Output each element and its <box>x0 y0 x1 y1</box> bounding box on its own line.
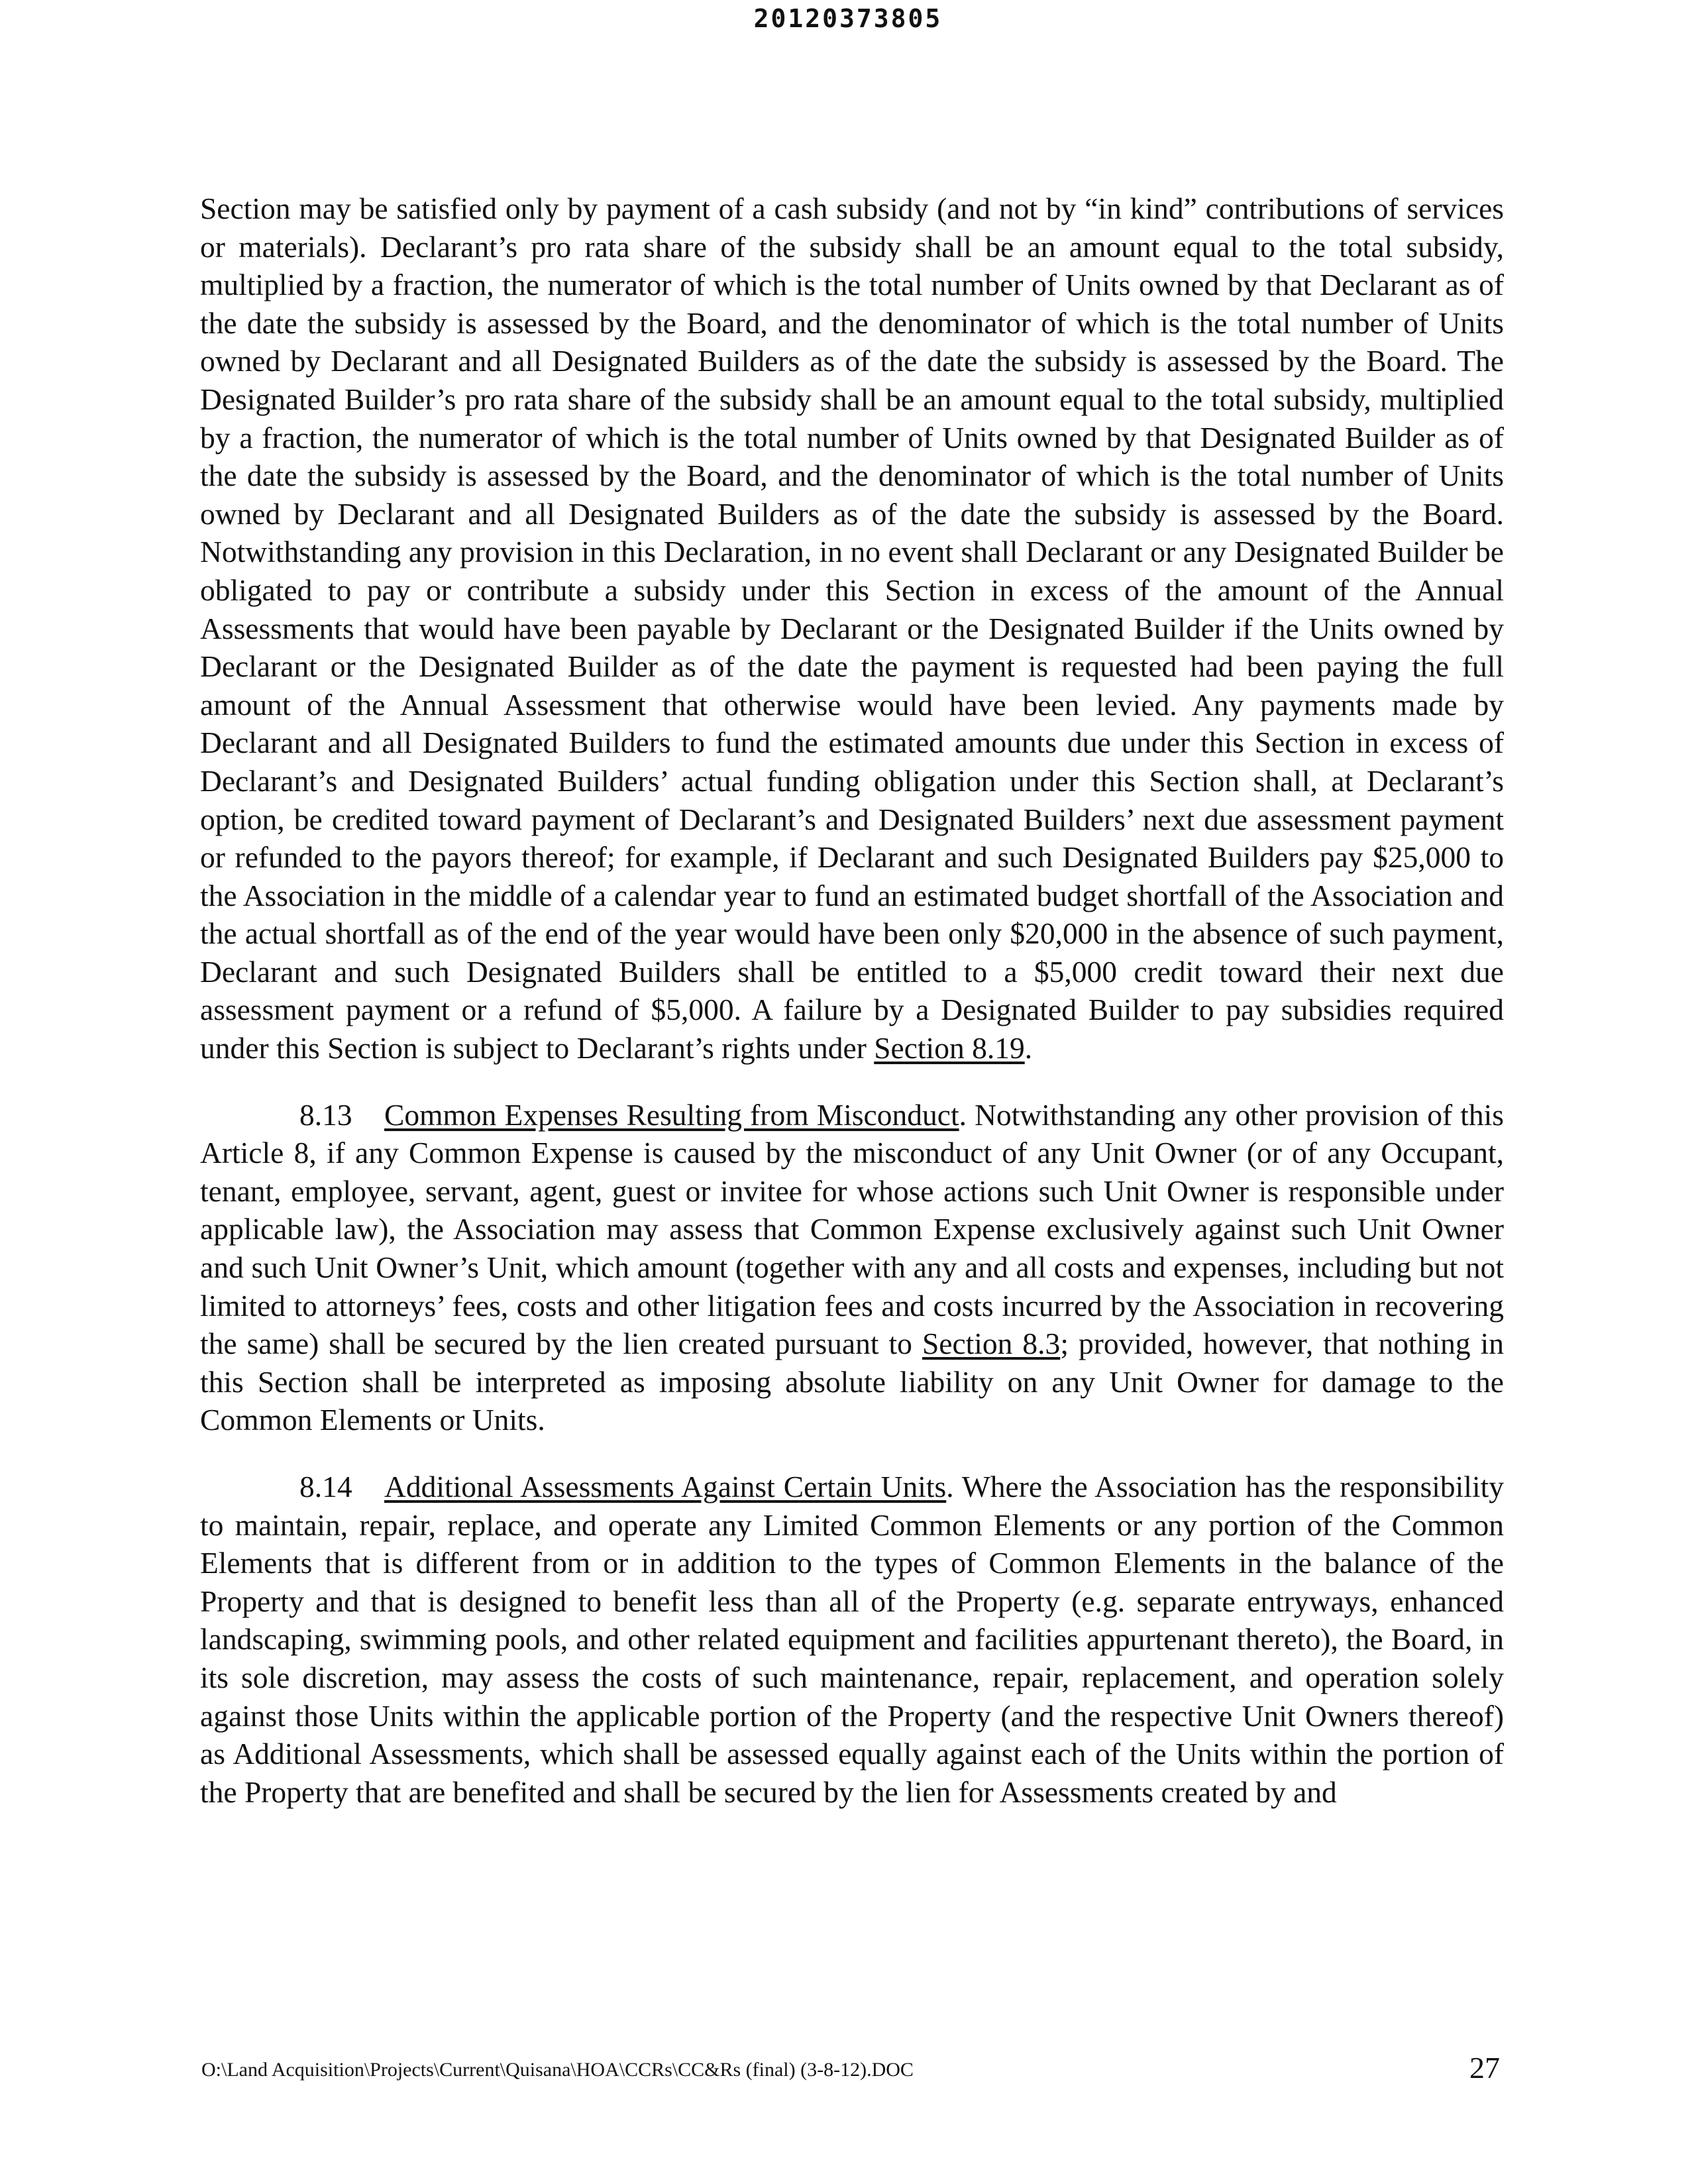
section-number: 8.14 <box>299 1470 352 1503</box>
section-reference-8-3: Section 8.3 <box>922 1327 1061 1361</box>
section-title: Common Expenses Resulting from Misconduct <box>384 1097 959 1132</box>
section-title: Additional Assessments Against Certain Units <box>384 1470 947 1503</box>
document-body <box>200 190 1504 1811</box>
document-number: 20120373805 <box>753 4 943 33</box>
paragraph-subsidy-continuation <box>200 190 1504 1067</box>
section-reference-8-19: Section 8.19 <box>874 1031 1025 1065</box>
section-text: . Notwithstanding any other provision of this Article 8, if any Common Expense is caused by the misconduct of any Unit Owner (or of any Occupant, tenant, employee, servant, agent, guest or invitee for whose actions such Unit Owner is responsible under applicable law), the Association may assess that Common Expense exclusively against such Unit Owner and such Unit Owner’s Unit, which amount (together with any and all costs and expenses, including but not limited to attorneys’ fees, costs and other litigation fees and costs incurred by the Association in recovering the same) shall be secured by the lien created pursuant to <box>200 1097 1504 1361</box>
section-8-14 <box>200 1468 1504 1811</box>
footer-file-path: O:\Land Acquisition\Projects\Current\Quisana\HOA\CCRs\CC&Rs (final) (3-8-12).DOC <box>201 2059 914 2081</box>
section-text: . Where the Association has the responsibility to maintain, repair, replace, and operate any Limited Common Elements or any portion of the Common Elements that is different from or in addition to the types of Common Elements in the balance of the Property and that is designed to benefit less than all of the Property (e.g. separate entryways, enhanced landscaping, swimming pools, and other related equipment and facilities appurtenant thereto), the Board, in its sole discretion, may assess the costs of such maintenance, repair, replacement, and operation solely against those Units within the applicable portion of the Property (and the respective Unit Owners thereof) as Additional Assessments, which shall be assessed equally against each of the Units within the portion of the Property that are benefited and shall be secured by the lien for Assessments created by and <box>200 1470 1504 1809</box>
section-text-end: ; provided, however, that nothing in this Section shall be interpreted as imposing absolute liability on any Unit Owner for damage to the Common Elements or Units. <box>200 1327 1504 1437</box>
paragraph-text: Section may be satisfied only by payment of a cash subsidy (and not by “in kind” contributions of services or materials). Declarant’s pro rata share of the subsidy shall be an amount equal to the total subsidy, multiplied by a fraction, the numerator of which is the total number of Units owned by that Declarant as of the date the subsidy is assessed by the Board, and the denominator of which is the total number of Units owned by Declarant and all Designated Builders as of the date the subsidy is assessed by the Board. The Designated Builder’s pro rata share of the subsidy shall be an amount equal to the total subsidy, multiplied by a fraction, the numerator of which is the total number of Units owned by that Designated Builder as of the date the subsidy is assessed by the Board, and the denominator of which is the total number of Units owned by Declarant and all Designated Builders as of the date the subsidy is assessed by the Board. Notwithstanding any provision in this Declaration, in no event shall Declarant or any Designated Builder be obligated to pay or contribute a subsidy under this Section in excess of the amount of the Annual Assessments that would have been payable by Declarant or the Designated Builder if the Units owned by Declarant or the Designated Builder as of the date the payment is requested had been paying the full amount of the Annual Assessment that otherwise would have been levied. Any payments made by Declarant and all Designated Builders to fund the estimated amounts due under this Section in excess of Declarant’s and Designated Builders’ actual funding obligation under this Section shall, at Declarant’s option, be credited toward payment of Declarant’s and Designated Builders’ next due assessment payment or refunded to the payors thereof; for example, if Declarant and such Designated Builders pay $25,000 to the Association in the middle of a calendar year to fund an estimated budget shortfall of the Association and the actual shortfall as of the end of the year would have been only $20,000 in the absence of such payment, Declarant and such Designated Builders shall be entitled to a $5,000 credit toward their next due assessment payment or a refund of $5,000. A failure by a Designated Builder to pay subsidies required under this Section is subject to Declarant’s rights under <box>200 191 1504 1065</box>
paragraph-text-end: . <box>1024 1031 1033 1065</box>
section-8-13 <box>200 1096 1504 1439</box>
page-number: 27 <box>1469 2051 1500 2085</box>
section-number: 8.13 <box>299 1097 352 1132</box>
